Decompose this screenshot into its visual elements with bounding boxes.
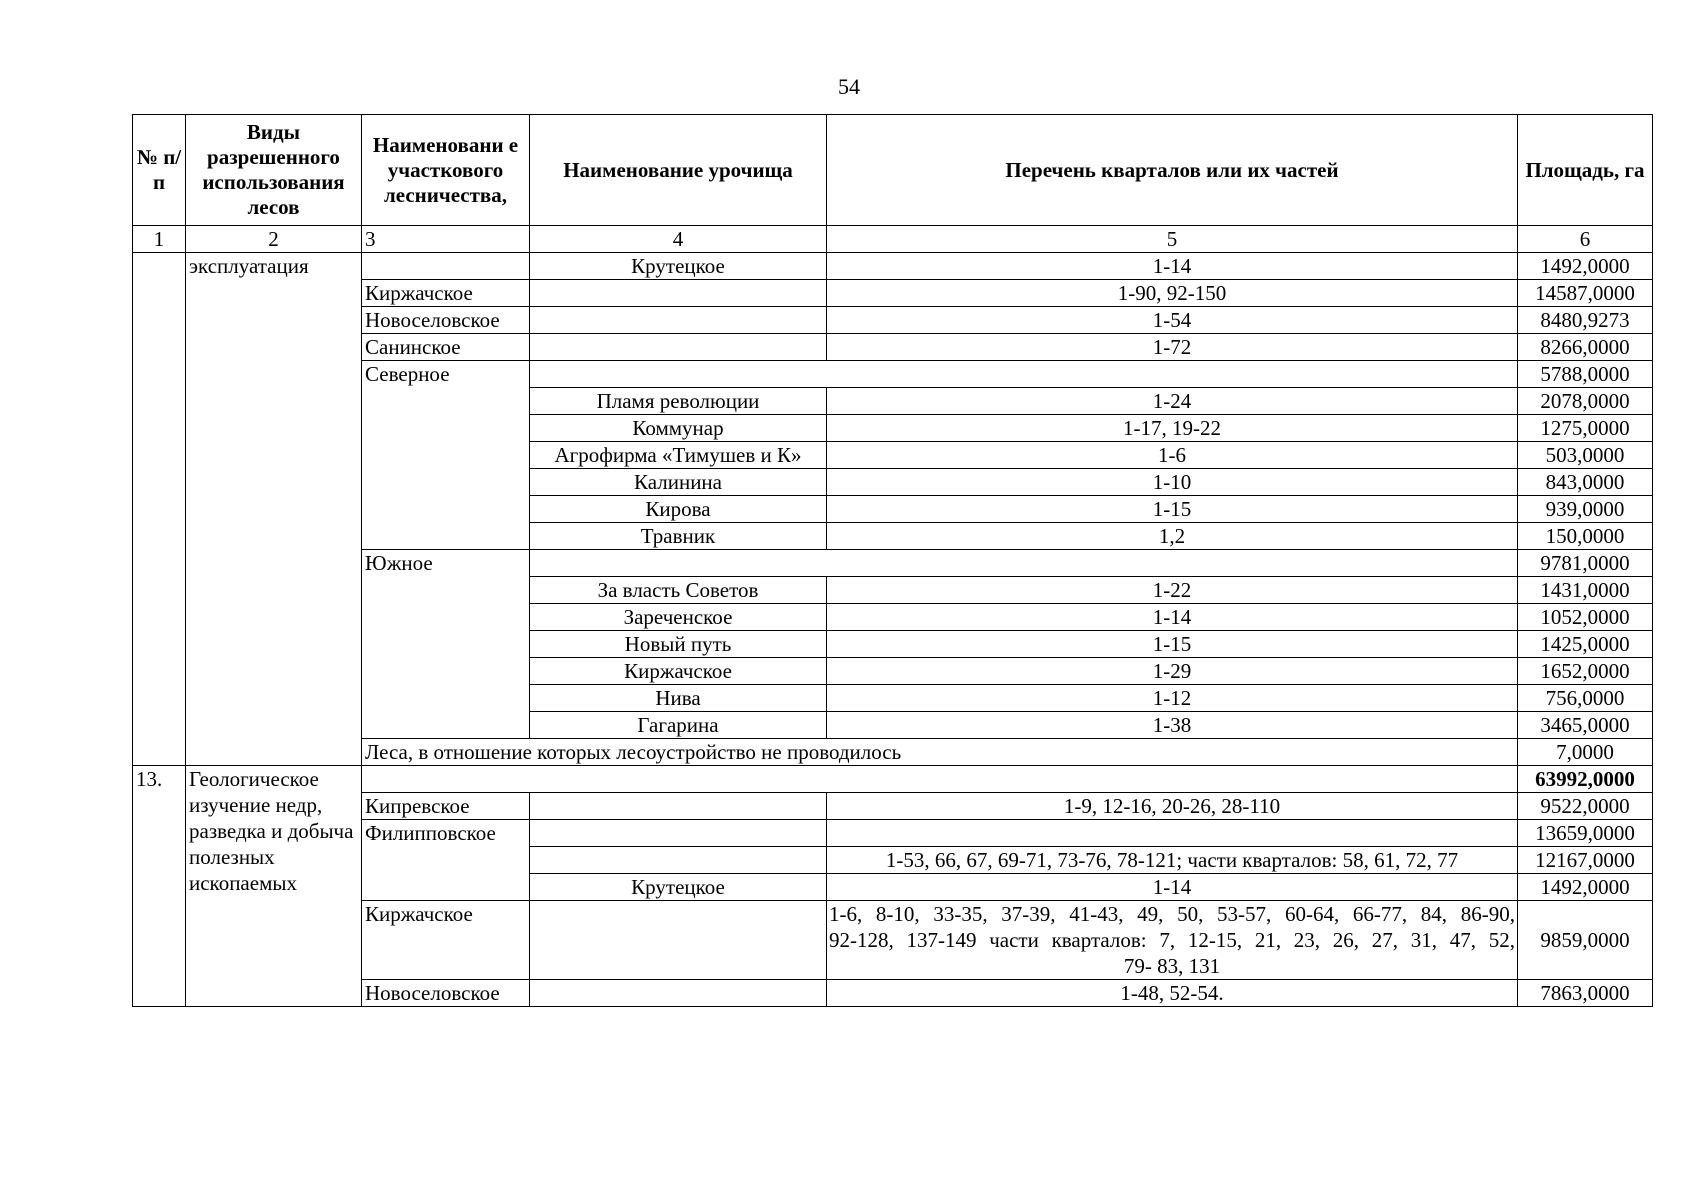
cell-forestry: Новоселовское (362, 307, 530, 334)
cell-tract: За власть Советов (530, 577, 827, 604)
cell-forestry: Санинское (362, 334, 530, 361)
cell-quarters: 1-15 (827, 496, 1518, 523)
column-number: 2 (186, 226, 362, 253)
column-number-row (133, 226, 1653, 253)
cell-merged-note: Леса, в отношение которых лесоустройство не проводилось (362, 739, 1518, 766)
cell-tract: Пламя революции (530, 388, 827, 415)
cell-tract: Новый путь (530, 631, 827, 658)
cell-quarters: 1-15 (827, 631, 1518, 658)
cell-tract (530, 901, 827, 980)
header-tract: Наименование урочища (530, 115, 827, 226)
cell-empty (530, 550, 1518, 577)
cell-quarters: 1-14 (827, 874, 1518, 901)
cell-quarters: 1-72 (827, 334, 1518, 361)
cell-number (133, 253, 186, 766)
cell-quarters: 1-53, 66, 67, 69-71, 73-76, 78-121; части кварталов: 58, 61, 72, 77 (827, 847, 1518, 874)
cell-tract (530, 820, 827, 847)
cell-area: 12167,0000 (1518, 847, 1653, 874)
cell-forestry: Киржачское (362, 901, 530, 980)
column-number: 1 (133, 226, 186, 253)
cell-area: 5788,0000 (1518, 361, 1653, 388)
cell-quarters: 1-12 (827, 685, 1518, 712)
cell-area: 7863,0000 (1518, 980, 1653, 1007)
header-forestry: Наименовани е участкового лесничества, (362, 115, 530, 226)
cell-tract: Киржачское (530, 658, 827, 685)
cell-area: 939,0000 (1518, 496, 1653, 523)
cell-quarters: 1-6 (827, 442, 1518, 469)
cell-area: 1275,0000 (1518, 415, 1653, 442)
cell-use-type: Геологическое изучение недр, разведка и добыча полезных ископаемых (186, 766, 362, 1007)
cell-forestry: Южное (362, 550, 530, 739)
header-use-type: Виды разрешенного использования лесов (186, 115, 362, 226)
cell-quarters (827, 820, 1518, 847)
cell-quarters: 1-29 (827, 658, 1518, 685)
header-quarters: Перечень кварталов или их частей (827, 115, 1518, 226)
cell-area: 1425,0000 (1518, 631, 1653, 658)
cell-tract: Крутецкое (530, 253, 827, 280)
cell-tract: Нива (530, 685, 827, 712)
quarters-line: 1-6, 8-10, 33-35, 37-39, 41-43, 49, 50, 53-57, 60-64, 66-77, 84, 86-90, (829, 902, 1515, 926)
cell-area: 14587,0000 (1518, 280, 1653, 307)
cell-quarters: 1-9, 12-16, 20-26, 28-110 (827, 793, 1518, 820)
cell-quarters: 1-14 (827, 604, 1518, 631)
forest-use-table (132, 114, 1653, 1007)
cell-tract: Гагарина (530, 712, 827, 739)
cell-forestry (362, 253, 530, 280)
table-row (133, 766, 1653, 793)
column-number: 5 (827, 226, 1518, 253)
header-number: № п/п (133, 115, 186, 226)
cell-area: 756,0000 (1518, 685, 1653, 712)
cell-area: 13659,0000 (1518, 820, 1653, 847)
cell-tract: Калинина (530, 469, 827, 496)
cell-area: 1052,0000 (1518, 604, 1653, 631)
cell-area: 2078,0000 (1518, 388, 1653, 415)
cell-tract (530, 980, 827, 1007)
cell-empty (530, 361, 1518, 388)
cell-area: 9522,0000 (1518, 793, 1653, 820)
cell-quarters: 1-38 (827, 712, 1518, 739)
cell-area: 150,0000 (1518, 523, 1653, 550)
cell-quarters: 1-24 (827, 388, 1518, 415)
cell-quarters (827, 901, 1518, 980)
table-row (133, 253, 1653, 280)
quarters-line: 92-128, 137-149 части кварталов: 7, 12-15, 21, 23, 26, 27, 31, 47, 52, (829, 928, 1515, 952)
cell-area: 8266,0000 (1518, 334, 1653, 361)
page-number: 54 (838, 74, 860, 99)
cell-quarters: 1-17, 19-22 (827, 415, 1518, 442)
cell-quarters: 1,2 (827, 523, 1518, 550)
cell-empty (362, 766, 1518, 793)
column-number: 3 (362, 226, 530, 253)
quarters-line: 79- 83, 131 (1123, 954, 1221, 978)
column-number: 6 (1518, 226, 1653, 253)
cell-tract (530, 793, 827, 820)
cell-forestry: Кипревское (362, 793, 530, 820)
cell-area: 503,0000 (1518, 442, 1653, 469)
cell-tract (530, 307, 827, 334)
cell-area: 7,0000 (1518, 739, 1653, 766)
cell-area: 1492,0000 (1518, 253, 1653, 280)
cell-quarters: 1-54 (827, 307, 1518, 334)
cell-tract: Травник (530, 523, 827, 550)
cell-forestry: Новоселовское (362, 980, 530, 1007)
cell-tract: Крутецкое (530, 874, 827, 901)
cell-forestry: Филипповское (362, 820, 530, 901)
cell-tract (530, 280, 827, 307)
cell-area: 1431,0000 (1518, 577, 1653, 604)
cell-area: 3465,0000 (1518, 712, 1653, 739)
cell-quarters: 1-22 (827, 577, 1518, 604)
cell-forestry: Северное (362, 361, 530, 550)
cell-quarters: 1-14 (827, 253, 1518, 280)
cell-tract: Коммунар (530, 415, 827, 442)
cell-tract: Агрофирма «Тимушев и К» (530, 442, 827, 469)
cell-quarters: 1-10 (827, 469, 1518, 496)
cell-area: 1492,0000 (1518, 874, 1653, 901)
header-area: Площадь, га (1518, 115, 1653, 226)
table-header-row (133, 115, 1653, 226)
cell-area: 843,0000 (1518, 469, 1653, 496)
cell-area: 1652,0000 (1518, 658, 1653, 685)
cell-area: 9781,0000 (1518, 550, 1653, 577)
cell-area: 9859,0000 (1518, 901, 1653, 980)
cell-use-type: эксплуатация (186, 253, 362, 766)
cell-tract: Кирова (530, 496, 827, 523)
cell-tract: Зареченское (530, 604, 827, 631)
cell-area-total: 63992,0000 (1518, 766, 1653, 793)
cell-number: 13. (133, 766, 186, 1007)
cell-area: 8480,9273 (1518, 307, 1653, 334)
cell-tract (530, 847, 827, 874)
cell-forestry: Киржачское (362, 280, 530, 307)
cell-quarters: 1-48, 52-54. (827, 980, 1518, 1007)
cell-tract (530, 334, 827, 361)
column-number: 4 (530, 226, 827, 253)
cell-quarters: 1-90, 92-150 (827, 280, 1518, 307)
